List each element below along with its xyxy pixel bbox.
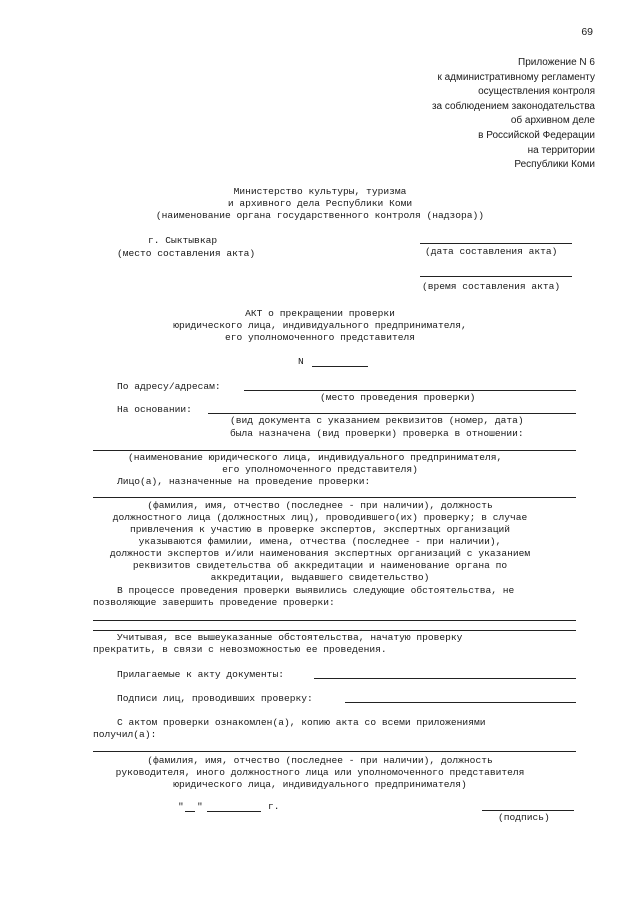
- attached-label: Прилагаемые к акту документы:: [117, 669, 284, 680]
- address-field-line[interactable]: [244, 390, 576, 391]
- appendix-line: Республики Коми: [514, 159, 595, 171]
- inspectors-caption-7: аккредитации, выдавшего свидетельство): [210, 572, 430, 583]
- page-number: 69: [581, 26, 593, 38]
- time-caption: (время составления акта): [422, 281, 561, 292]
- basis-label: На основании:: [117, 404, 192, 415]
- inspectors-caption-3: привлечения к участию в проверке экспертов, экспертных организаций: [130, 524, 510, 535]
- inspectors-caption-2: должностного лица (должностных лиц), проводившего(их) проверку; в случае: [112, 512, 528, 523]
- attached-field-line[interactable]: [314, 678, 576, 679]
- number-label: N: [298, 356, 304, 367]
- date-caption: (дата составления акта): [425, 246, 558, 257]
- address-label: По адресу/адресам:: [117, 381, 221, 392]
- basis-field-line[interactable]: [208, 413, 576, 414]
- entity-field-line[interactable]: [93, 450, 576, 451]
- inspectors-caption-4: указываются фамилии, имена, отчества (последнее - при наличии),: [138, 536, 502, 547]
- address-caption: (место проведения проверки): [320, 392, 476, 403]
- acquainted-line-2: получил(а):: [93, 729, 157, 740]
- signature-field-line[interactable]: [482, 810, 574, 811]
- inspectors-label: Лицо(а), назначенные на проведение проверки:: [117, 476, 371, 487]
- authority-line-2: и архивного дела Республики Коми: [227, 198, 413, 209]
- number-field-line[interactable]: [312, 366, 368, 367]
- inspectors-caption-5: должности экспертов и/или наименования экспертных организаций с указанием: [109, 548, 531, 559]
- place-caption: (место составления акта): [117, 248, 256, 259]
- circumstances-field-line-2[interactable]: [93, 630, 576, 631]
- appendix-line: в Российской Федерации: [478, 129, 595, 141]
- inspectors-field-line[interactable]: [93, 497, 576, 498]
- acquainted-caption-2: руководителя, иного должностного лица или уполномоченного представителя: [115, 767, 525, 778]
- decision-line-2: прекратить, в связи с невозможностью ее проведения.: [93, 644, 387, 655]
- basis-caption-1: (вид документа с указанием реквизитов (номер, дата): [230, 415, 524, 426]
- year-suffix: г.: [268, 801, 280, 812]
- act-title-line-3: его уполномоченного представителя: [225, 332, 415, 343]
- authority-line-1: Министерство культуры, туризма: [233, 186, 407, 197]
- decision-line-1: Учитывая, все вышеуказанные обстоятельства, начатую проверку: [117, 632, 463, 643]
- appendix-line: за соблюдением законодательства: [431, 100, 595, 112]
- inspectors-caption-1: (фамилия, имя, отчество (последнее - при наличии), должность: [147, 500, 493, 511]
- inspectors-caption-6: реквизитов свидетельства об аккредитации и наименование органа по: [132, 560, 508, 571]
- month-field-line[interactable]: [207, 811, 261, 812]
- day-field-line[interactable]: [185, 811, 195, 812]
- entity-caption-2: его уполномоченного представителя): [222, 464, 418, 475]
- circumstances-field-line-1[interactable]: [93, 620, 576, 621]
- appendix-line: Приложение N 6: [518, 57, 595, 68]
- time-field-line[interactable]: [420, 276, 572, 277]
- authority-caption: (наименование органа государственного контроля (надзора)): [155, 210, 485, 221]
- signatures-label: Подписи лиц, проводивших проверку:: [117, 693, 313, 704]
- appendix-block: [432, 56, 595, 173]
- acquainted-field-line[interactable]: [93, 751, 576, 752]
- signature-caption: (подпись): [498, 812, 550, 823]
- act-title-line-1: АКТ о прекращении проверки: [245, 308, 395, 319]
- entity-caption-1: (наименование юридического лица, индивидуального предпринимателя,: [128, 452, 503, 463]
- place-value: г. Сыктывкар: [148, 235, 218, 246]
- date-quote-open: ": [178, 801, 184, 812]
- appendix-line: на территории: [527, 144, 595, 156]
- acquainted-line-1: С актом проверки ознакомлен(а), копию акта со всеми приложениями: [117, 717, 486, 728]
- circumstances-line-2: позволяющие завершить проведение проверки:: [93, 597, 335, 608]
- act-title-line-2: юридического лица, индивидуального предпринимателя,: [173, 320, 467, 331]
- appendix-line: об архивном деле: [510, 115, 595, 127]
- date-quote-close: ": [197, 801, 203, 812]
- basis-caption-2: была назначена (вид проверки) проверка в отношении:: [230, 428, 524, 439]
- appendix-line: к административному регламенту: [437, 71, 595, 83]
- appendix-line: осуществления контроля: [478, 86, 595, 98]
- acquainted-caption-3: юридического лица, индивидуального предпринимателя): [173, 779, 467, 790]
- acquainted-caption-1: (фамилия, имя, отчество (последнее - при наличии), должность: [147, 755, 493, 766]
- signatures-field-line[interactable]: [345, 702, 576, 703]
- circumstances-line-1: В процессе проведения проверки выявились следующие обстоятельства, не: [117, 585, 515, 596]
- date-field-line[interactable]: [420, 243, 572, 244]
